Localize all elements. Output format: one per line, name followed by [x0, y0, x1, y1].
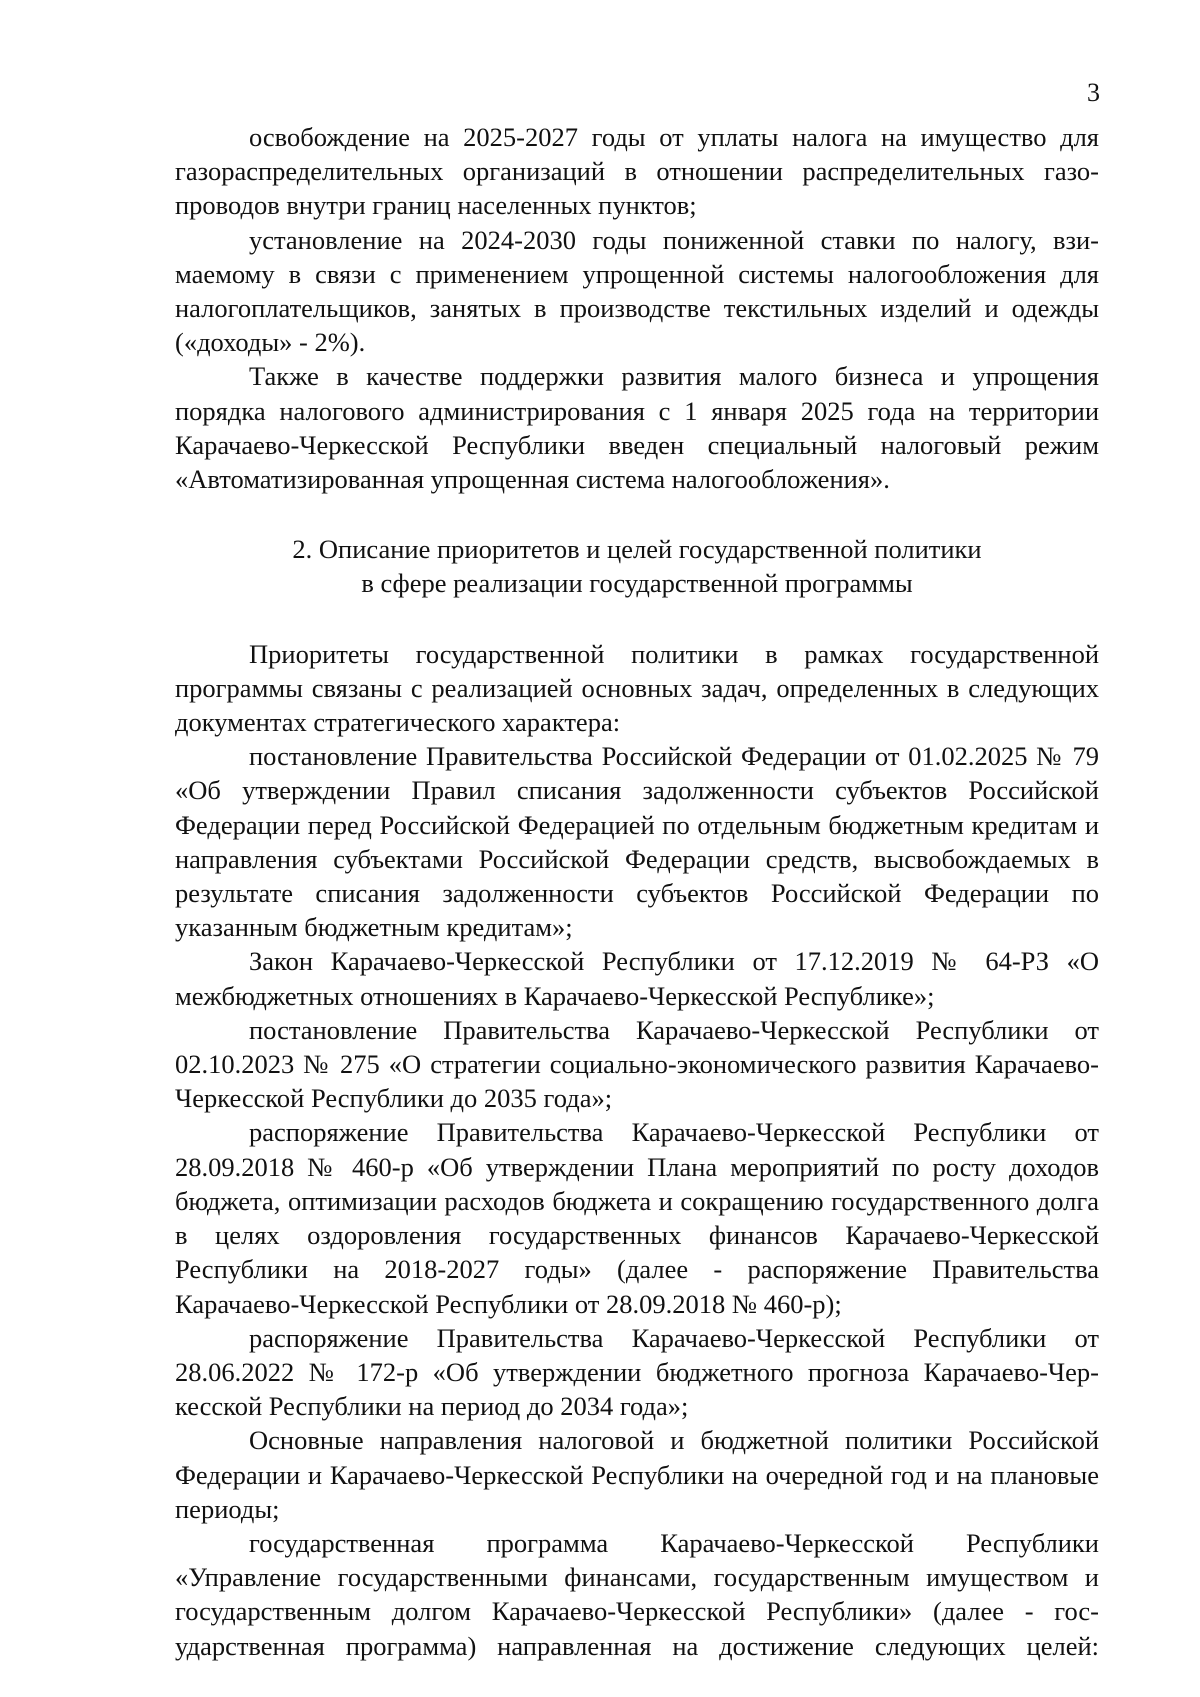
section-heading-line-2: в сфере реализации государственной программы [361, 568, 913, 599]
paragraph-kchr-law-64: Закон Карачаево-Черкесской Республики от 17.12.2019 № 64-РЗ «О межбюджетных отношениях в Карачаево-Черкесской Республике»; [175, 946, 1099, 1011]
paragraph-kchr-order-172: распоряжение Правительства Карачаево-Черкесской Республики от 28.06.2022 № 172-р «Об утверждении бюджетного прогноза Карачаево-Черкесской Республики на период до 2034 года»; [175, 1322, 1099, 1422]
section-body [175, 637, 1099, 1663]
paragraph-kchr-order-460: распоряжение Правительства Карачаево-Черкесской Республики от 28.09.2018 № 460-р «Об утверждении Плана мероприятий по росту доходов бюджета, оптимизации расходов бюджета и сокращению государственного долга в целях оздоровления государственных финансов Карачаево-Черкесской Республики на 2018-2027 годы» (далее - распоряжение Правительства Карачаево-Черкесской Республики от 28.09.2018 № 460-р); [175, 1117, 1099, 1319]
paragraph-gas-tax-exemption: освобождение на 2025-2027 годы от уплаты налога на имущество для газораспределительных организаций в отношении распределительных газопроводов внутри границ населенных пунктов; [175, 122, 1099, 221]
section-heading-line-1: 2. Описание приоритетов и целей государственной политики [292, 534, 982, 565]
page-number: 3 [1087, 78, 1100, 107]
paragraph-kchr-decree-275: постановление Правительства Карачаево-Черкесской Республики от 02.10.2023 № 275 «О стратегии социально-экономического развития Карачаево-Черкесской Республики до 2035 года»; [175, 1014, 1099, 1114]
document-body [175, 120, 1099, 1663]
paragraph-reduced-tax-rate: установление на 2024-2030 годы пониженной ставки по налогу, взимаемому в связи с применением упрощенной системы налогообложения для налогоплательщиков, занятых в производстве текстильных изделий и одежды («доходы» - 2%). [175, 224, 1099, 358]
section-heading [175, 532, 1099, 600]
paragraph-priorities-intro: Приоритеты государственной политики в рамках государственной программы связаны с реализацией основных задач, определенных в следующих документах стратегического характера: [175, 638, 1099, 738]
paragraph-ausn-regime: Также в качестве поддержки развития малого бизнеса и упрощения порядка налогового администрирования с 1 января 2025 года на территории Карачаево-Черкесской Республики введен специальный налоговый режим «Автоматизированная упрощенная система налогообложения». [175, 361, 1099, 495]
paragraph-rf-decree-79: постановление Правительства Российской Федерации от 01.02.2025 № 79 «Об утверждении Правил списания задолженности субъектов Российской Федерации перед Российской Федерацией по отдельным бюджетным кредитам и направления субъектами Российской Федерации средств, высвобождаемых в результате списания задолженности субъектов Российской Федерации по указанным бюджетным кредитам»; [175, 741, 1099, 943]
paragraph-main-directions: Основные направления налоговой и бюджетной политики Российской Федерации и Карачаево-Черкесской Республики на очередной год и на плановые периоды; [175, 1425, 1099, 1524]
paragraph-state-program: государственная программа Карачаево-Черкесской Республики «Управление государственными финансами, государственным имуществом и государственным долгом Карачаево-Черкесской Республики» (далее - государственная программа) направленная на достижение следующих целей: [175, 1527, 1099, 1661]
